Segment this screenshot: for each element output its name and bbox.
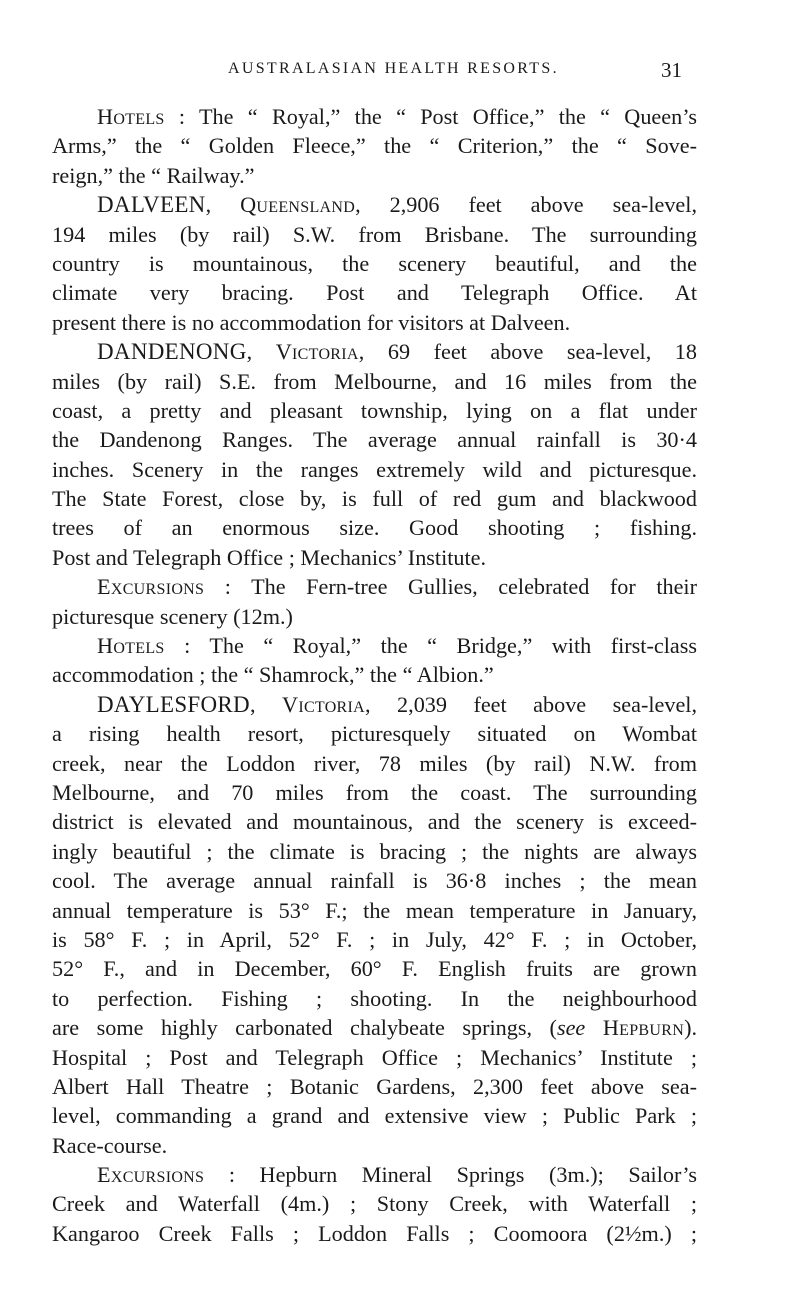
small-caps-label: Victoria — [282, 691, 366, 717]
text-run: , 2,906 feet above sea-level, — [355, 192, 697, 218]
text-run: climate very bracing. Post and Telegraph Office. At — [52, 280, 697, 306]
text-line — [52, 249, 697, 278]
resort-name: DALVEEN — [97, 192, 206, 218]
text-run: , 2,039 feet above sea-level, — [365, 691, 697, 717]
text-line — [52, 455, 697, 484]
text-line — [52, 513, 697, 542]
text-run: Albert Hall Theatre ; Botanic Gardens, 2,300 feet above sea- — [52, 1073, 697, 1099]
text-run — [585, 1015, 603, 1040]
page-number: 31 — [661, 58, 682, 82]
text-line — [52, 954, 697, 983]
text-run: The State Forest, close by, is full of red gum and blackwood — [52, 486, 697, 512]
small-caps-label: Victoria — [275, 339, 359, 365]
page-header — [228, 58, 682, 86]
text-line — [52, 1131, 697, 1160]
text-line — [52, 102, 697, 131]
text-line — [52, 837, 697, 866]
text-line — [52, 396, 697, 425]
text-run: creek, near the Loddon river, 78 miles (by rail) N.W. from — [52, 750, 697, 776]
small-caps-label: Excursions — [97, 574, 205, 600]
text-run: Kangaroo Creek Falls ; Loddon Falls ; Coomoora (2½m.) ; — [52, 1220, 697, 1246]
text-line — [52, 719, 697, 748]
text-line — [52, 602, 697, 631]
text-run: district is elevated and mountainous, and the scenery is exceed- — [52, 809, 697, 835]
text-run: 194 miles (by rail) S.W. from Brisbane. The surrounding — [52, 221, 697, 247]
small-caps-label: Excursions — [97, 1162, 205, 1188]
text-run: 52° F., and in December, 60° F. English fruits are grown — [52, 956, 697, 982]
text-run: : The “ Royal,” the “ Bridge,” with first-class — [164, 633, 697, 659]
text-line — [52, 131, 697, 160]
text-run: , — [205, 192, 241, 218]
text-run: Race-course. — [52, 1132, 168, 1158]
text-run: : The Fern-tree Gullies, celebrated for their — [204, 574, 697, 600]
resort-name: DAYLESFORD — [97, 691, 250, 717]
text-line — [52, 896, 697, 925]
text-run: : The “ Royal,” the “ Post Office,” the “ Queen’s — [164, 104, 697, 129]
text-line — [52, 778, 697, 807]
text-run: , 69 feet above sea-level, 18 — [358, 339, 697, 365]
text-line — [52, 1189, 697, 1218]
text-run: Melbourne, and 70 miles from the coast. The surrounding — [52, 779, 697, 805]
text-line — [52, 1101, 697, 1130]
text-line — [52, 337, 697, 366]
text-run: Creek and Waterfall (4m.) ; Stony Creek, with Waterfall ; — [52, 1191, 697, 1217]
text-run: cool. The average annual rainfall is 36·8 inches ; the mean — [52, 868, 697, 894]
text-line — [52, 1013, 697, 1042]
text-run: : Hepburn Mineral Springs (3m.); Sailor’s — [204, 1162, 697, 1188]
text-run: level, commanding a grand and extensive view ; Public Park ; — [52, 1103, 697, 1129]
text-run: Hospital ; Post and Telegraph Office ; Mechanics’ Institute ; — [52, 1044, 697, 1070]
text-run: a rising health resort, picturesquely situated on Wombat — [52, 721, 697, 747]
text-line — [52, 690, 697, 719]
text-run: the Dandenong Ranges. The average annual rainfall is 30·4 — [52, 427, 697, 453]
text-line — [52, 1219, 697, 1248]
text-line — [52, 925, 697, 954]
text-line — [52, 308, 697, 337]
text-run: trees of an enormous size. Good shooting ; fishing. — [52, 515, 697, 541]
running-head: AUSTRALASIAN HEALTH RESORTS. — [228, 60, 559, 77]
text-line — [52, 220, 697, 249]
text-line — [52, 190, 697, 219]
text-run: ). — [684, 1015, 697, 1041]
text-line — [52, 631, 697, 660]
small-caps-label: Queensland — [240, 192, 356, 218]
text-run: miles (by rail) S.E. from Melbourne, and 16 miles from the — [52, 368, 697, 394]
text-line — [52, 484, 697, 513]
small-caps-label: Hotels — [97, 633, 165, 659]
text-line — [52, 1160, 697, 1189]
text-run: are some highly carbonated chalybeate springs, ( — [52, 1015, 557, 1041]
text-run: to perfection. Fishing ; shooting. In the neighbourhood — [52, 985, 697, 1011]
text-line — [52, 278, 697, 307]
text-line — [52, 749, 697, 778]
text-line — [52, 866, 697, 895]
text-line — [52, 543, 697, 572]
text-line — [52, 1043, 697, 1072]
text-line — [52, 367, 697, 396]
text-line — [52, 984, 697, 1013]
text-run: inches. Scenery in the ranges extremely wild and picturesque. — [52, 456, 697, 482]
text-run: present there is no accommodation for visitors at Dalveen. — [52, 309, 571, 335]
text-run: Arms,” the “ Golden Fleece,” the “ Criterion,” the “ Sove- — [52, 133, 697, 159]
text-line — [52, 572, 697, 601]
text-run: , — [249, 691, 282, 717]
text-line — [52, 425, 697, 454]
text-run: annual temperature is 53° F.; the mean temperature in January, — [52, 897, 697, 923]
text-run: coast, a pretty and pleasant township, lying on a flat under — [52, 397, 697, 423]
text-line — [52, 161, 697, 190]
resort-name: DANDENONG — [97, 339, 247, 365]
text-run: reign,” the “ Railway.” — [52, 162, 255, 188]
body-text — [52, 102, 697, 1248]
text-line — [52, 807, 697, 836]
italic-word: see — [556, 1015, 586, 1041]
text-line — [52, 1072, 697, 1101]
text-run: picturesque scenery (12m.) — [52, 603, 293, 629]
text-line — [52, 660, 697, 689]
text-run: is 58° F. ; in April, 52° F. ; in July, 42° F. ; in October, — [52, 926, 697, 952]
text-run: country is mountainous, the scenery beautiful, and the — [52, 250, 697, 276]
small-caps-label: Hepburn — [602, 1015, 685, 1041]
text-run: , — [246, 339, 276, 365]
text-run: Post and Telegraph Office ; Mechanics’ Institute. — [52, 544, 487, 570]
text-run: ingly beautiful ; the climate is bracing ; the nights are always — [52, 838, 697, 864]
text-run: accommodation ; the “ Shamrock,” the “ Albion.” — [52, 662, 494, 688]
small-caps-label: Hotels — [97, 104, 165, 129]
